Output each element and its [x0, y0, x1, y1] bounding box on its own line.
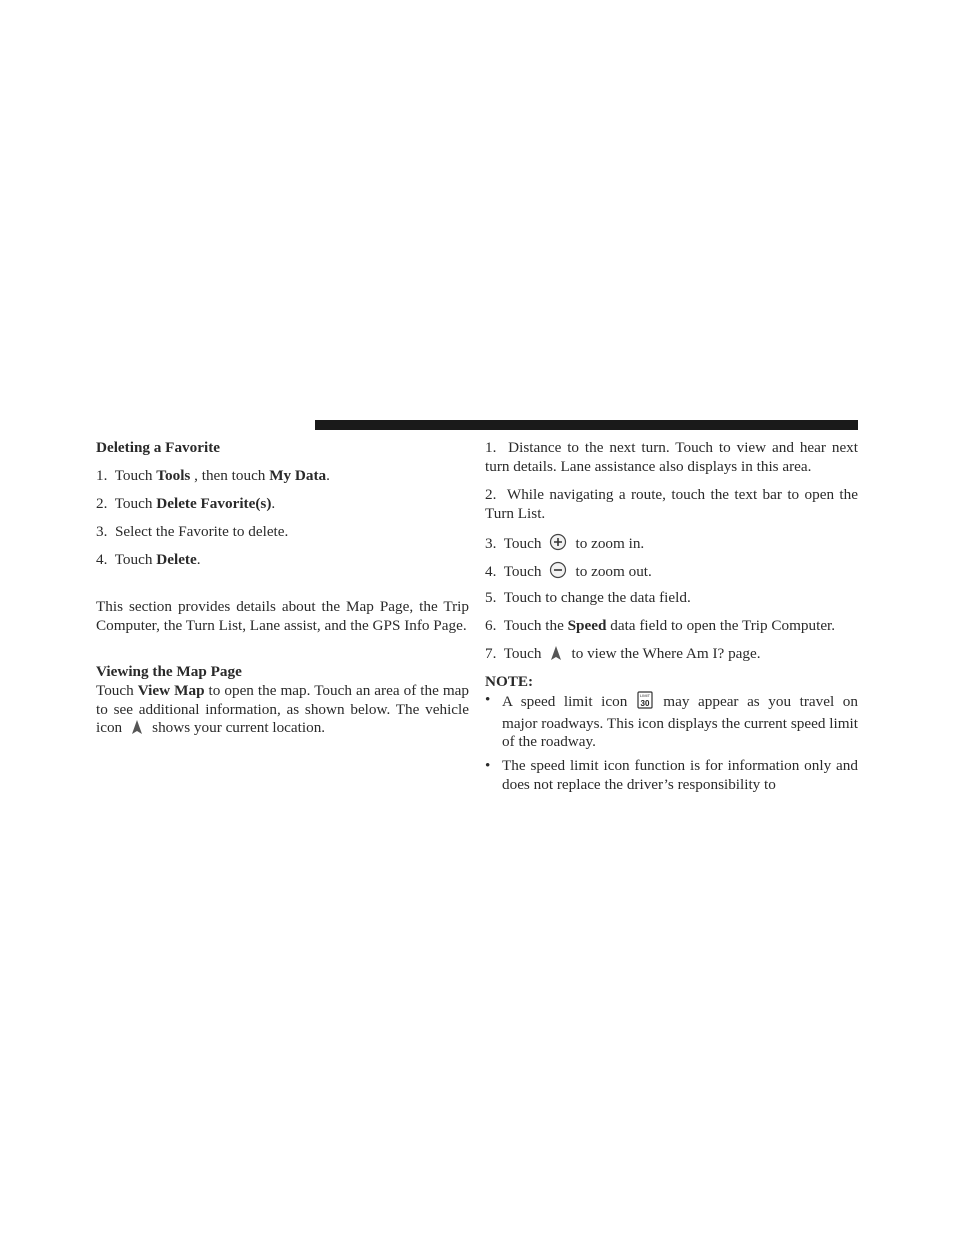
bullet-glyph: • — [485, 691, 491, 708]
note-bullet-2: • The speed limit icon function is for information only and does not replace the driver’s responsibility to — [485, 757, 858, 793]
map-item-3: 3. Touch to zoom in. — [485, 533, 858, 557]
note-label: NOTE: — [485, 673, 534, 690]
step-3: 3. Select the Favorite to delete. — [96, 523, 289, 540]
map-item-6: 6. Touch the Speed data field to open the Trip Computer. — [485, 617, 836, 634]
bullet-glyph: • — [485, 757, 491, 774]
vehicle-icon — [549, 645, 563, 667]
zoom-out-icon — [549, 561, 567, 585]
map-item-1: 1. Distance to the next turn. Touch to view and hear next turn details. Lane assistance also displays in this area. — [485, 439, 858, 475]
map-item-5: 5. Touch to change the data field. — [485, 589, 691, 606]
section-header-rule — [315, 420, 858, 430]
vehicle-icon — [130, 719, 144, 741]
map-item-7: 7. Touch to view the Where Am I? page. — [485, 645, 858, 667]
speed-limit-icon-top: LIMIT — [640, 693, 651, 698]
speed-limit-icon — [637, 691, 653, 715]
map-section-intro: This section provides details about the Map Page, the Trip Computer, the Turn List, Lane assist, and the GPS Info Page. — [96, 598, 469, 634]
map-item-4: 4. Touch to zoom out. — [485, 561, 858, 585]
zoom-in-icon — [549, 533, 567, 557]
map-item-2: 2. While navigating a route, touch the text bar to open the Turn List. — [485, 486, 858, 522]
note-bullet-1: • A speed limit icon LIMIT 30 may appear as you travel on major roadways. This icon displays the current speed limit of the roadway. — [485, 691, 858, 751]
heading-deleting-favorite: Deleting a Favorite — [96, 439, 220, 456]
speed-limit-icon-value: 30 — [640, 699, 650, 708]
viewing-map-paragraph: Touch View Map to open the map. Touch an area of the map to see additional information, as shown below. The vehicle icon shows your current location. — [96, 682, 469, 741]
step-4: 4. Touch Delete. — [96, 551, 201, 568]
step-1: 1. Touch Tools , then touch My Data. — [96, 467, 330, 484]
step-2: 2. Touch Delete Favorite(s). — [96, 495, 276, 512]
heading-viewing-map-page: Viewing the Map Page — [96, 663, 242, 680]
